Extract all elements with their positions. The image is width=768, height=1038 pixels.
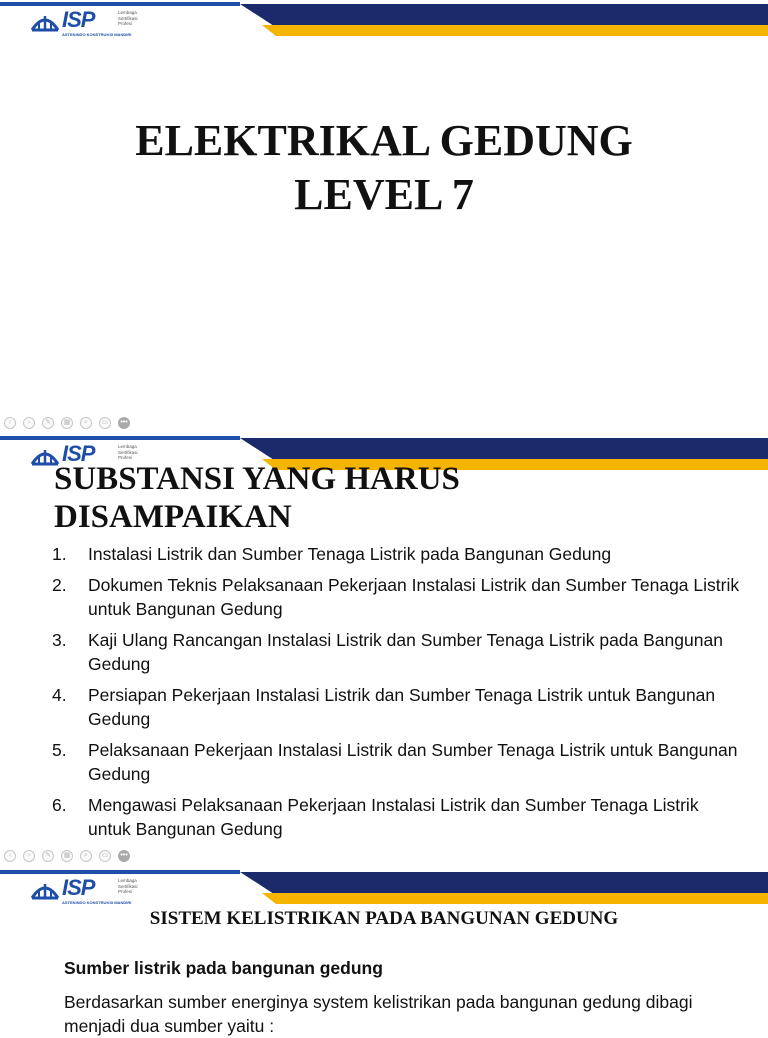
- header-blue-line: [0, 436, 240, 440]
- list-item-text: Mengawasi Pelaksanaan Pekerjaan Instalasi Listrik dan Sumber Tenaga Listrik untuk Bangunan Gedung: [88, 795, 699, 839]
- list-item: [52, 573, 742, 621]
- slide-toolbar: [4, 850, 130, 862]
- prev-icon[interactable]: ‹: [4, 417, 16, 429]
- header-gold-stripe: [262, 893, 768, 904]
- header-navy-stripe: [240, 4, 768, 26]
- slide-title: [0, 114, 768, 222]
- title-line-2: LEVEL 7: [294, 170, 474, 219]
- next-icon[interactable]: ›: [23, 850, 35, 862]
- list-item-number: 5.: [52, 740, 67, 760]
- list-item-number: 2.: [52, 575, 67, 595]
- slide-toolbar: [4, 417, 130, 429]
- gallery-icon[interactable]: ▦: [61, 417, 73, 429]
- list-item-text: Instalasi Listrik dan Sumber Tenaga Listrik pada Bangunan Gedung: [88, 544, 612, 564]
- slide-1: [0, 0, 768, 430]
- more-icon[interactable]: •••: [118, 850, 130, 862]
- screen-icon[interactable]: ▭: [99, 417, 111, 429]
- body-paragraph: Berdasarkan sumber energinya system kelistrikan pada bangunan gedung dibagi menjadi dua sumber yaitu :: [64, 992, 693, 1036]
- list-item-text: Kaji Ulang Rancangan Instalasi Listrik dan Sumber Tenaga Listrik pada Bangunan Gedung: [88, 630, 723, 674]
- screen-icon[interactable]: ▭: [99, 850, 111, 862]
- gallery-icon[interactable]: ▦: [61, 850, 73, 862]
- list-item-text: Persiapan Pekerjaan Instalasi Listrik dan Sumber Tenaga Listrik untuk Bangunan Gedung: [88, 685, 716, 729]
- header-navy-stripe: [240, 438, 768, 460]
- zoom-icon[interactable]: ⌕: [80, 850, 92, 862]
- slide-2: [0, 434, 768, 854]
- header-blue-line: [0, 2, 240, 6]
- logo-org-small: Lembaga Sertifikasi Profesi: [118, 444, 138, 460]
- prev-icon[interactable]: ‹: [4, 850, 16, 862]
- list-item: [52, 793, 742, 841]
- header-gold-stripe: [262, 25, 768, 36]
- title-line-1: SUBSTANSI YANG HARUS: [54, 461, 460, 497]
- list-item-text: Pelaksanaan Pekerjaan Instalasi Listrik dan Sumber Tenaga Listrik untuk Bangunan Gedung: [88, 740, 738, 784]
- bridge-emblem-icon: [30, 8, 60, 36]
- logo-org-small: Lembaga Sertifikasi Profesi: [118, 878, 138, 894]
- list-item-number: 1.: [52, 544, 67, 564]
- next-icon[interactable]: ›: [23, 417, 35, 429]
- isp-logo: [30, 876, 142, 906]
- logo-org-small: Lembaga Sertifikasi Profesi: [118, 10, 138, 26]
- pen-icon[interactable]: ✎: [42, 850, 54, 862]
- slide-title: [54, 460, 734, 536]
- list-item: [52, 683, 742, 731]
- list-item: [52, 738, 742, 786]
- slide-3: [0, 868, 768, 1036]
- logo-mark: ISP: [62, 441, 95, 466]
- header-navy-stripe: [240, 872, 768, 894]
- list-item-number: 6.: [52, 795, 67, 815]
- zoom-icon[interactable]: ⌕: [80, 417, 92, 429]
- bridge-emblem-icon: [30, 876, 60, 904]
- title-line-1: ELEKTRIKAL GEDUNG: [135, 116, 633, 165]
- pen-icon[interactable]: ✎: [42, 417, 54, 429]
- list-item-number: 4.: [52, 685, 67, 705]
- logo-mark: ISP: [62, 7, 95, 32]
- list-item-text: Dokumen Teknis Pelaksanaan Pekerjaan Instalasi Listrik dan Sumber Tenaga Listrik untuk Bangunan Gedung: [88, 575, 740, 619]
- list-item: [52, 542, 742, 566]
- slide-title: SISTEM KELISTRIKAN PADA BANGUNAN GEDUNG: [149, 908, 619, 929]
- substance-list: [52, 542, 742, 848]
- isp-logo: [30, 8, 142, 38]
- list-item: [52, 628, 742, 676]
- logo-org-name: ASTEKINDO KONSTRUKSI MANDIRI: [62, 900, 132, 905]
- section-subheading: Sumber listrik pada bangunan gedung: [64, 958, 383, 978]
- logo-mark: ISP: [62, 875, 95, 900]
- header-blue-line: [0, 870, 240, 874]
- title-line-2: DISAMPAIKAN: [54, 499, 292, 535]
- more-icon[interactable]: •••: [118, 417, 130, 429]
- list-item-number: 3.: [52, 630, 67, 650]
- logo-org-name: ASTEKINDO KONSTRUKSI MANDIRI: [62, 32, 132, 37]
